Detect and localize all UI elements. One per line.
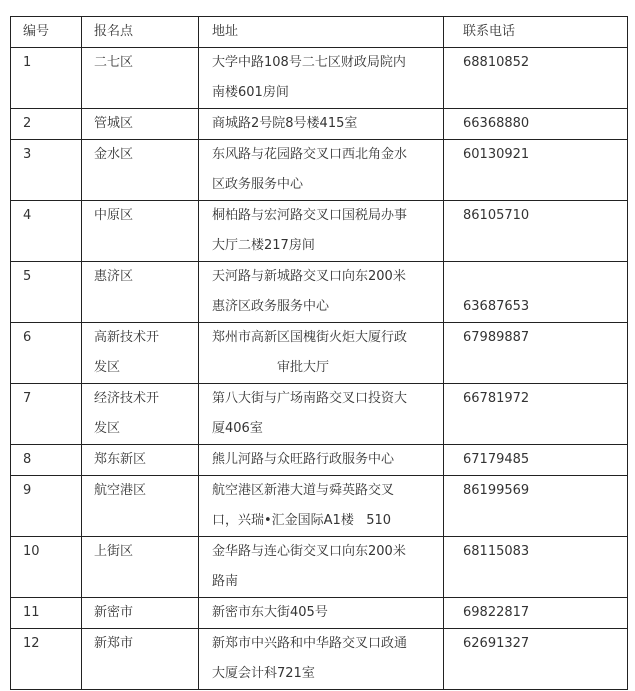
row-phone: 66781972	[444, 384, 628, 445]
address-line: 大厦会计科721室	[212, 666, 315, 681]
header-address: 地址	[199, 17, 444, 48]
row-site	[82, 445, 199, 476]
row-phone: 67989887	[444, 323, 628, 384]
table-row	[11, 323, 628, 384]
row-phone: 60130921	[444, 140, 628, 201]
row-address	[199, 48, 444, 109]
site-line: 新密市	[94, 605, 134, 620]
address-line: 厦406室	[212, 421, 263, 436]
row-no: 3	[11, 140, 82, 201]
table-row	[11, 537, 628, 598]
address-line: 大厅二楼217房间	[212, 238, 315, 253]
table-row	[11, 48, 628, 109]
address-line: 金华路与连心街交叉口向东200米	[212, 544, 406, 559]
header-site: 报名点	[82, 17, 199, 48]
row-no: 11	[11, 598, 82, 629]
row-site	[82, 109, 199, 140]
row-no: 2	[11, 109, 82, 140]
address-line: 大学中路108号二七区财政局院内	[212, 55, 406, 70]
site-line: 发区	[94, 421, 121, 436]
site-line: 中原区	[94, 208, 134, 223]
row-site	[82, 537, 199, 598]
phone-spacer	[463, 262, 627, 292]
address-line: 惠济区政务服务中心	[212, 299, 330, 314]
row-phone: 86199569	[444, 476, 628, 537]
address-line: 新郑市中兴路和中华路交叉口政通	[212, 636, 408, 651]
row-address	[199, 262, 444, 323]
row-address	[199, 598, 444, 629]
site-line: 二七区	[94, 55, 134, 70]
row-address	[199, 384, 444, 445]
site-line: 经济技术开	[94, 391, 160, 406]
row-no: 4	[11, 201, 82, 262]
row-no: 6	[11, 323, 82, 384]
row-address	[199, 629, 444, 690]
registration-sites-table	[10, 16, 628, 690]
address-line: 东风路与花园路交叉口西北角金水	[212, 147, 408, 162]
table-row	[11, 629, 628, 690]
site-line: 管城区	[94, 116, 134, 131]
row-site	[82, 476, 199, 537]
row-address	[199, 445, 444, 476]
table-header-row	[11, 17, 628, 48]
row-no: 12	[11, 629, 82, 690]
row-no: 5	[11, 262, 82, 323]
table-row	[11, 140, 628, 201]
phone-line: 63687653	[463, 299, 530, 314]
table-row	[11, 262, 628, 323]
row-site	[82, 140, 199, 201]
site-line: 高新技术开	[94, 330, 160, 345]
address-line: 郑州市高新区国槐街火炬大厦行政	[212, 330, 408, 345]
row-address	[199, 109, 444, 140]
address-line: 新密市东大街405号	[212, 605, 328, 620]
site-line: 惠济区	[94, 269, 134, 284]
row-address	[199, 201, 444, 262]
address-line: 航空港区新港大道与舜英路交叉	[212, 483, 395, 498]
row-no: 10	[11, 537, 82, 598]
site-line: 发区	[94, 360, 121, 375]
row-site	[82, 48, 199, 109]
row-site	[82, 598, 199, 629]
row-address	[199, 323, 444, 384]
row-site	[82, 201, 199, 262]
address-line: 桐柏路与宏河路交叉口国税局办事	[212, 208, 408, 223]
row-no: 7	[11, 384, 82, 445]
table-row	[11, 445, 628, 476]
row-phone: 86105710	[444, 201, 628, 262]
site-line: 上街区	[94, 544, 134, 559]
row-address	[199, 140, 444, 201]
row-phone: 69822817	[444, 598, 628, 629]
row-phone: 68115083	[444, 537, 628, 598]
table-row	[11, 201, 628, 262]
row-address	[199, 537, 444, 598]
row-phone: 66368880	[444, 109, 628, 140]
site-line: 航空港区	[94, 483, 147, 498]
address-line: 商城路2号院8号楼415室	[212, 116, 358, 131]
site-line: 金水区	[94, 147, 134, 162]
header-no: 编号	[11, 17, 82, 48]
table-row	[11, 384, 628, 445]
row-phone: 67179485	[444, 445, 628, 476]
table-row	[11, 598, 628, 629]
address-line: 天河路与新城路交叉口向东200米	[212, 269, 406, 284]
row-site	[82, 323, 199, 384]
row-phone: 62691327	[444, 629, 628, 690]
row-no: 9	[11, 476, 82, 537]
address-line: 第八大街与广场南路交叉口投资大	[212, 391, 408, 406]
address-line: 熊儿河路与众旺路行政服务中心	[212, 452, 395, 467]
header-phone: 联系电话	[444, 17, 628, 48]
address-line: 路南	[212, 574, 239, 589]
address-line: 区政务服务中心	[212, 177, 304, 192]
row-no: 1	[11, 48, 82, 109]
site-line: 郑东新区	[94, 452, 147, 467]
row-no: 8	[11, 445, 82, 476]
address-line: 审批大厅	[277, 360, 330, 375]
address-line: 南楼601房间	[212, 85, 289, 100]
row-site	[82, 629, 199, 690]
row-phone: 68810852	[444, 48, 628, 109]
row-site	[82, 384, 199, 445]
address-line: 口，兴瑞•汇金国际A1楼 510	[212, 513, 392, 528]
row-phone	[444, 262, 628, 323]
row-address	[199, 476, 444, 537]
table-row	[11, 109, 628, 140]
site-line: 新郑市	[94, 636, 134, 651]
row-site	[82, 262, 199, 323]
table-row	[11, 476, 628, 537]
